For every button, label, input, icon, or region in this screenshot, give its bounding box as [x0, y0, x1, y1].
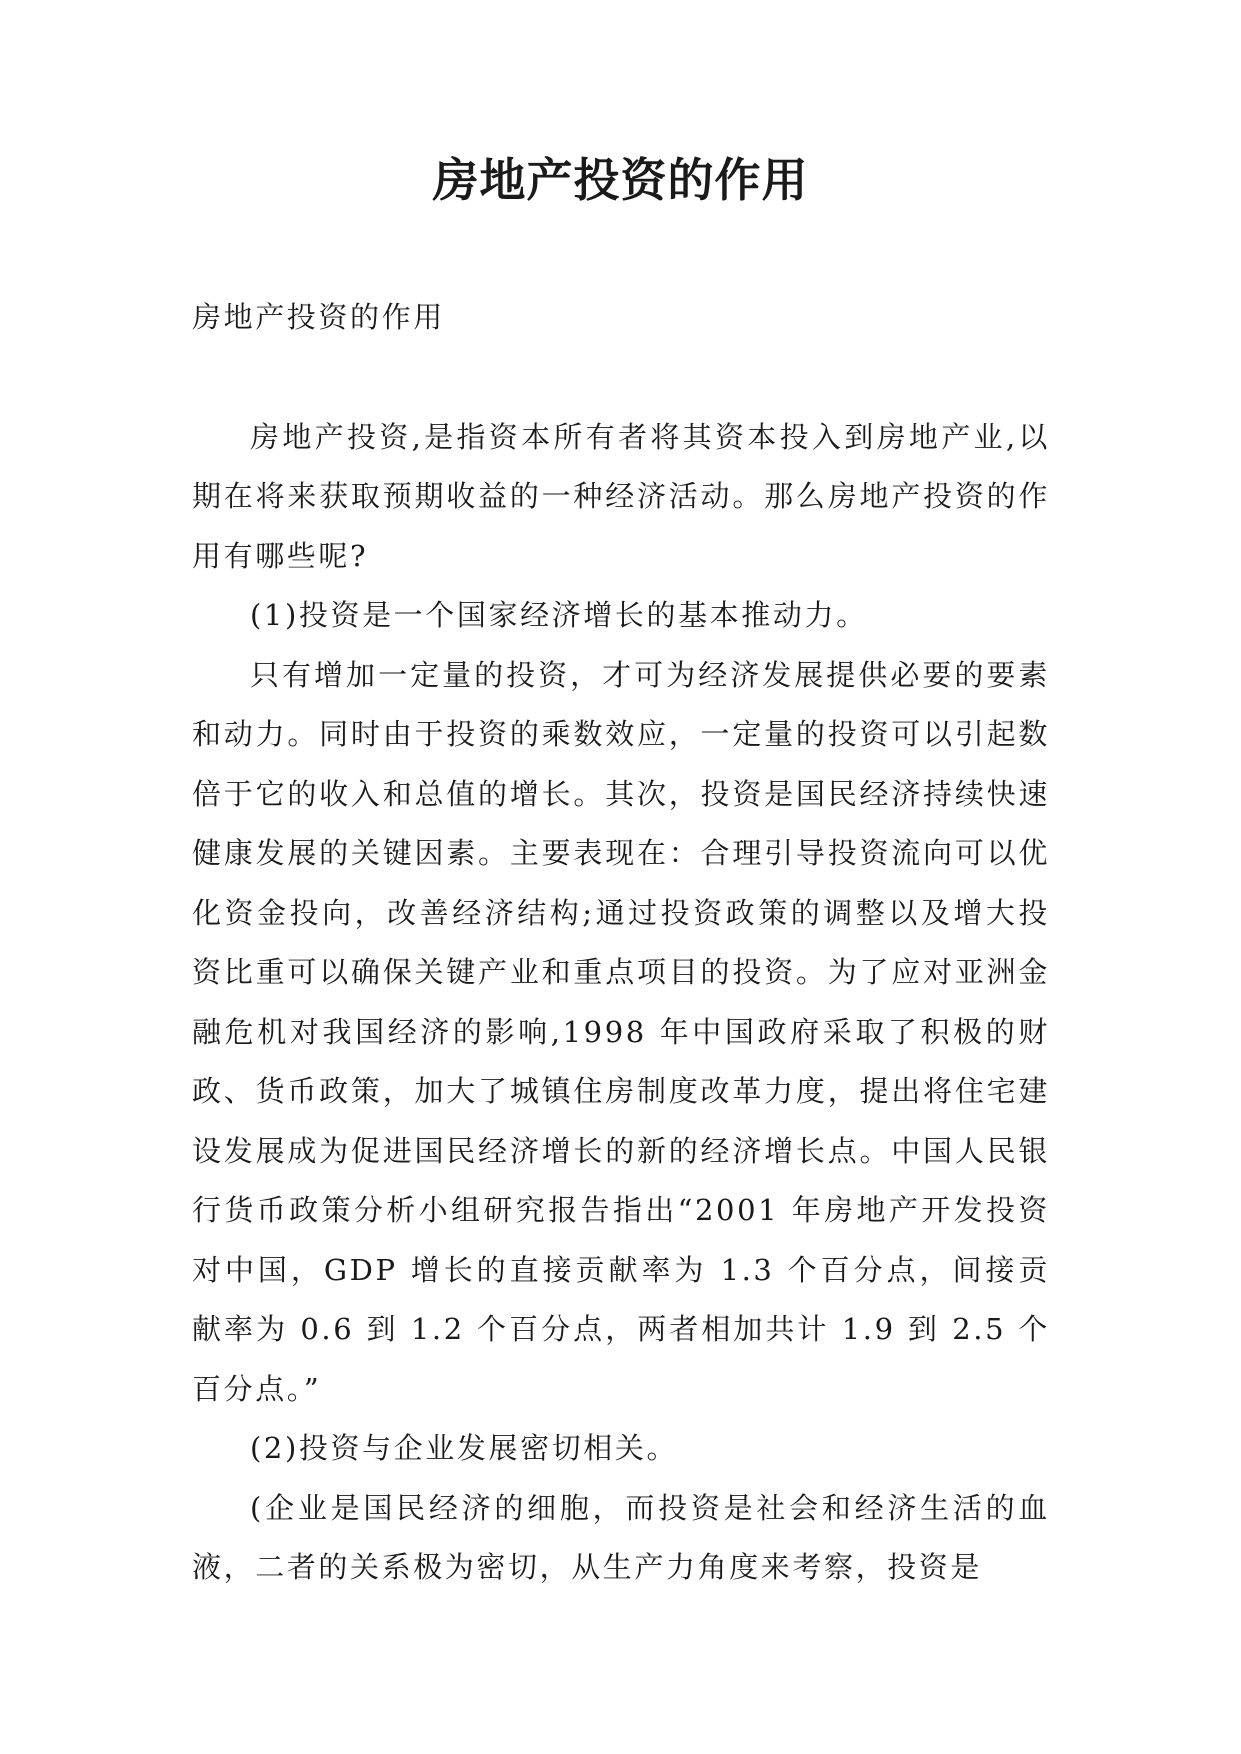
paragraph-point-2-heading: (2)投资与企业发展密切相关。	[250, 1431, 679, 1465]
paragraph-point-1-heading: (1)投资是一个国家经济增长的基本推动力。	[250, 598, 868, 632]
document-title: 房地产投资的作用	[432, 153, 809, 207]
document-subtitle: 房地产投资的作用	[192, 300, 445, 334]
paragraph-intro: 房地产投资,是指资本所有者将其资本投入到房地产业,以期在将来获取预期收益的一种经济活动。那么房地产投资的作用有哪些呢?	[192, 419, 1050, 573]
paragraph-point-1-body: 只有增加一定量的投资，才可为经济发展提供必要的要素和动力。同时由于投资的乘数效应，一定量的投资可以引起数倍于它的收入和总值的增长。其次，投资是国民经济持续快速健康发展的关键因素。主要表现在：合理引导投资流向可以优化资金投向，改善经济结构;通过投资政策的调整以及增大投资比重可以确保关键产业和重点项目的投资。为了应对亚洲金融危机对我国经济的影响,1998 年中国政府采取了积极的财政、货币政策，加大了城镇住房制度改革力度，提出将住宅建设发展成为促进国民经济增长的新的经济增长点。中国人民银行货币政策分析小组研究报告指出“2001 年房地产开发投资对中国，GDP 增长的直接贡献率为 1.3 个百分点，间接贡献率为 0.6 到 1.2 个百分点，两者相加共计 1.9 到 2.5 个百分点。”	[192, 657, 1050, 1406]
paragraph-point-2-body: (企业是国民经济的细胞，而投资是社会和经济生活的血液，二者的关系极为密切，从生产力角度来考察，投资是	[192, 1490, 1050, 1584]
document-body	[192, 288, 1050, 1598]
